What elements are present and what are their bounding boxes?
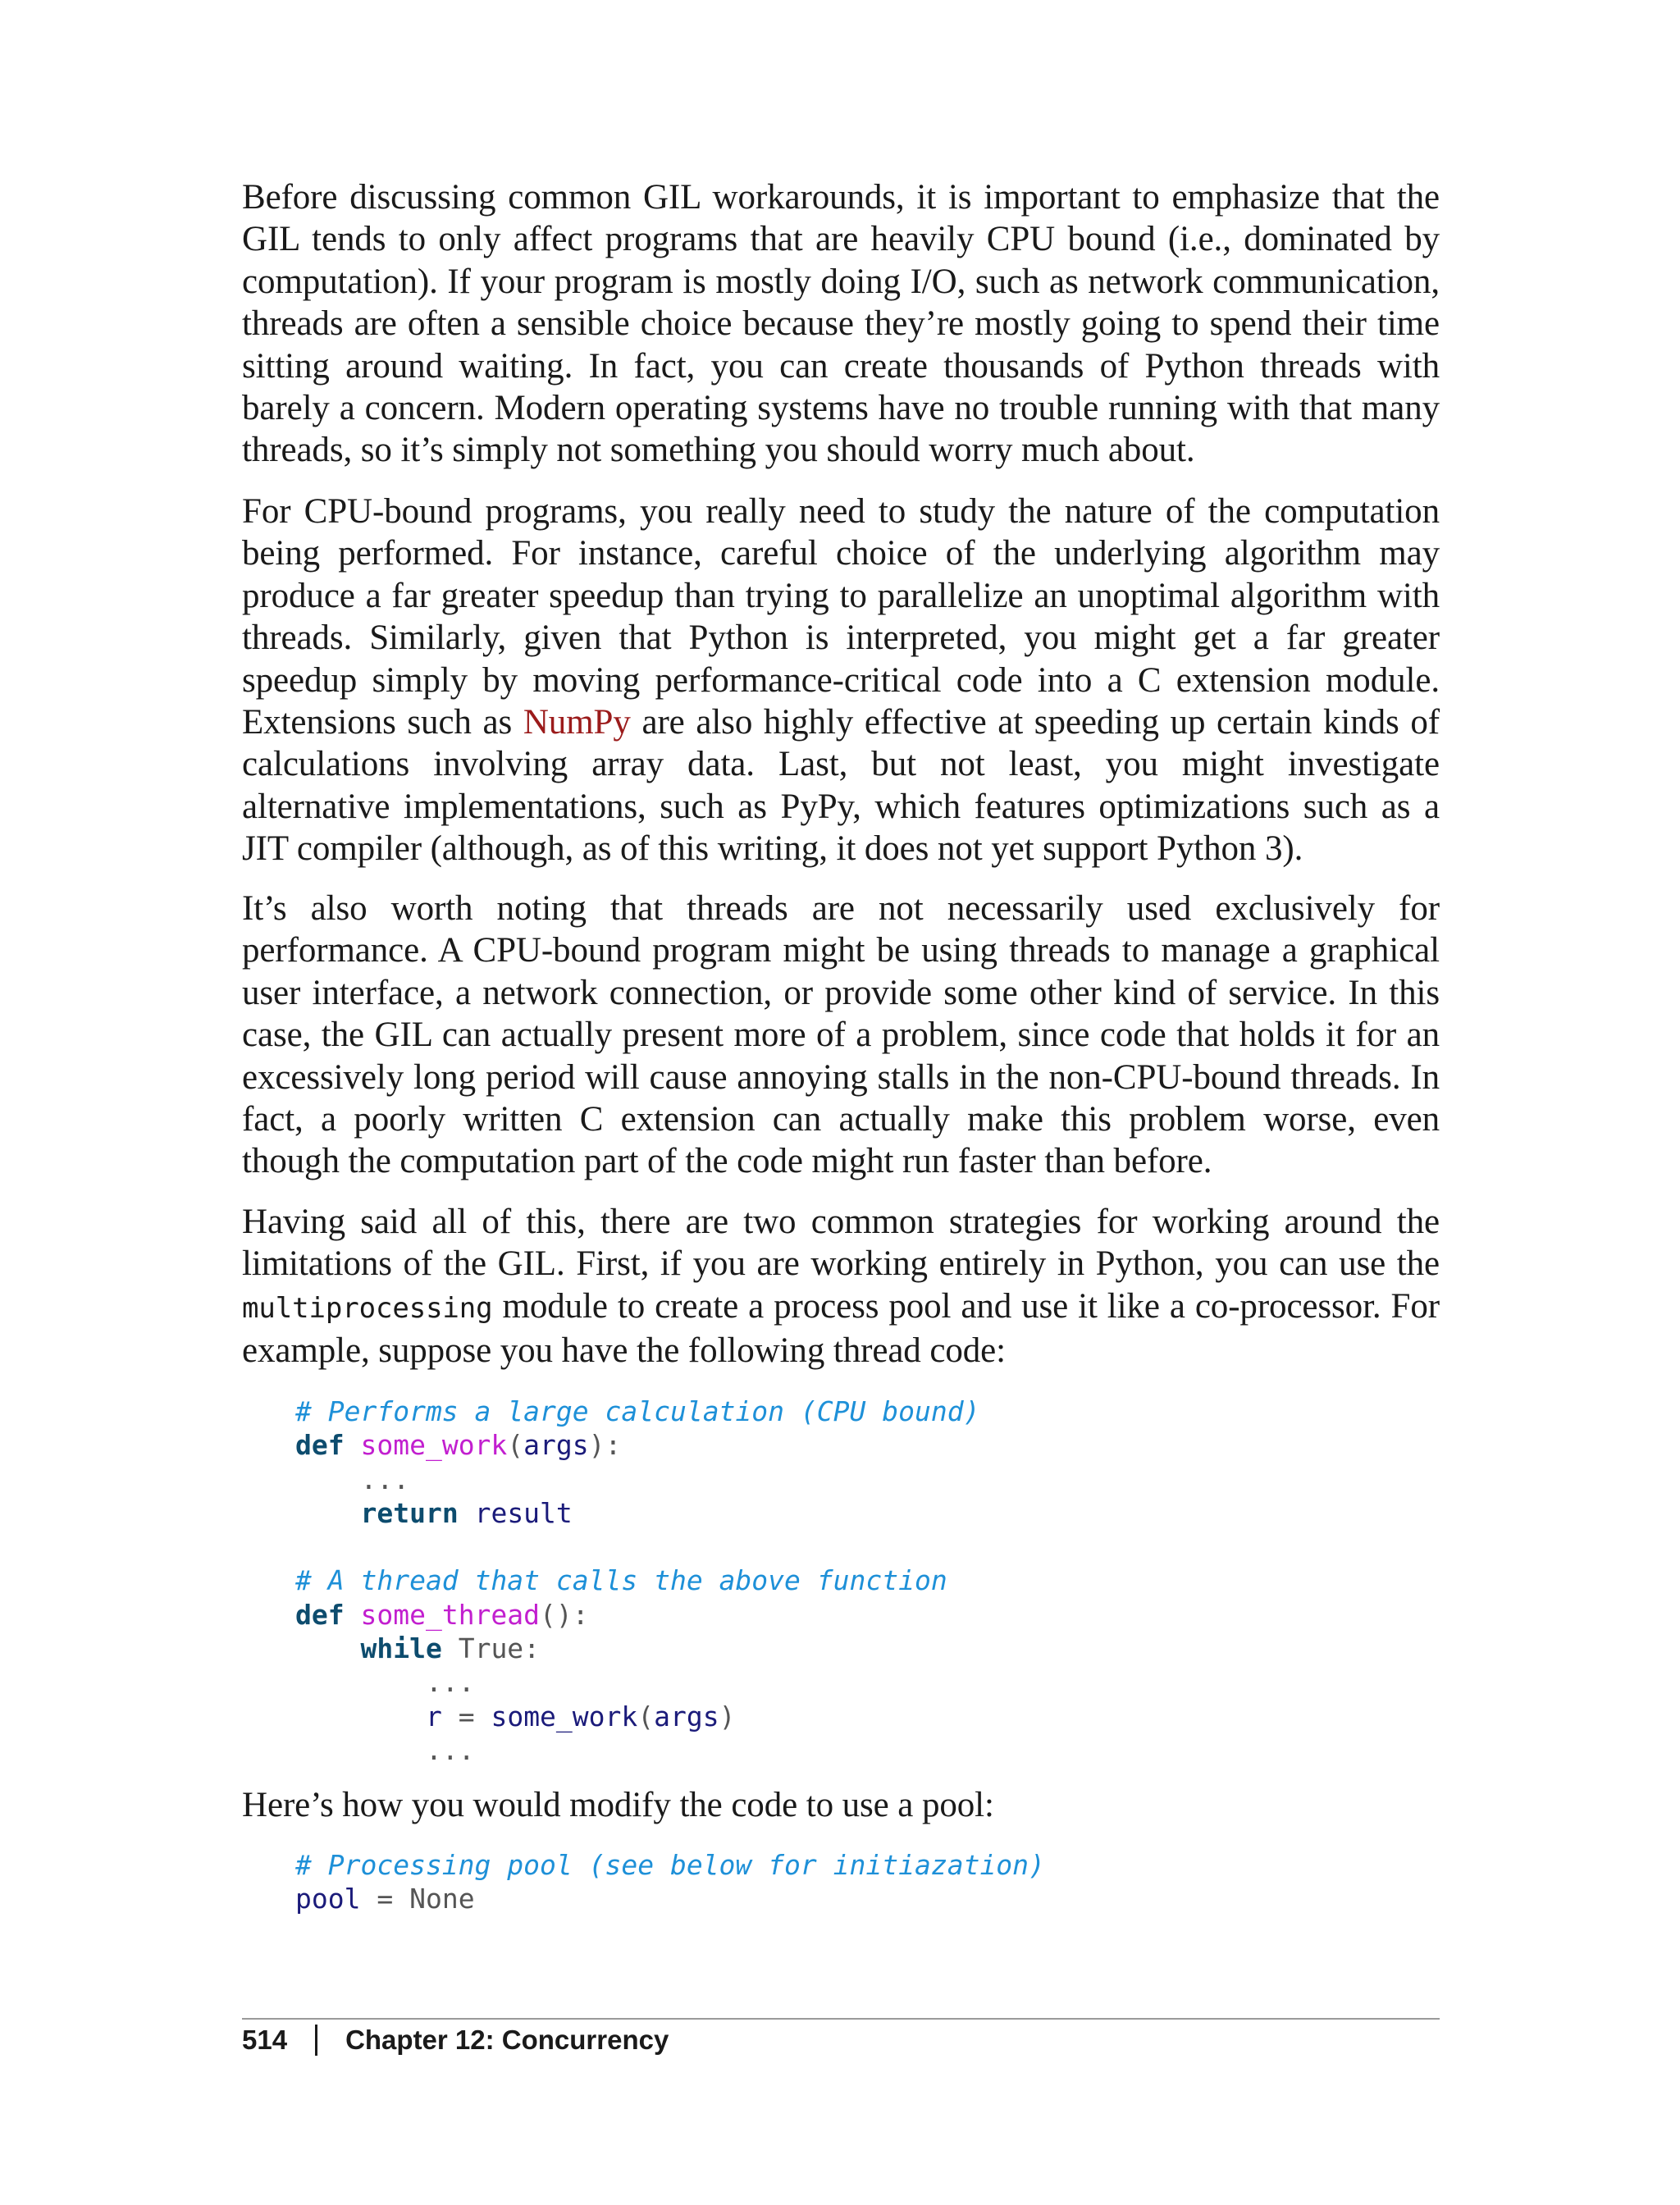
paragraph-gil-overview — [242, 176, 1440, 472]
paragraph-cpu-bound — [242, 491, 1440, 870]
paragraph-pool-intro — [242, 1784, 1440, 1826]
inline-code-multiprocessing: multiprocessing — [242, 1291, 493, 1325]
page-number: 514 — [242, 2025, 288, 2055]
page-footer — [242, 2025, 669, 2056]
code-comment: # A thread that calls the above function — [295, 1564, 947, 1597]
paragraph-text-part: For CPU-bound programs, you really need to study the nature of the computation being performed. For instance, careful choice of the underlying algorithm may produce a far greater speedup than trying to parallelize an unoptimal algorithm with threads. Similarly, given that Python is interpreted, you might get a far greater speedup simply by moving performance-critical code into a C extension module. Extensions such as — [242, 492, 1440, 742]
paragraph-text-part: module to create a process pool and use it like a co-processor. For example, suppose you have the following thread code: — [242, 1286, 1440, 1371]
code-name: pool — [295, 1883, 361, 1915]
code-keyword: return — [360, 1496, 459, 1529]
code-keyword: while — [360, 1632, 442, 1665]
paragraph-text-part: are also highly effective at speeding up certain kinds of calculations involving array data. Last, but not least, you might investigate alternative implementations, such as PyPy, which features optimizations such as a JIT compiler (although, as of this writing, it does not yet support Python 3). — [242, 703, 1440, 869]
code-block-thread: # Performs a large calculation (CPU bound) def some_work(args): ... return result # A thread that calls the above function def some_thread(): while True: ... r = some_work(args) ... — [295, 1395, 980, 1766]
code-name: args — [523, 1429, 589, 1462]
code-ellipsis: ... — [360, 1463, 410, 1495]
paragraph-threads-usage — [242, 888, 1440, 1183]
code-comment: # Processing pool (see below for initiazation) — [295, 1849, 1045, 1881]
paragraph-text — [242, 1201, 1440, 1372]
code-ellipsis: ... — [425, 1733, 475, 1766]
code-name: some_work — [491, 1700, 638, 1732]
numpy-link[interactable]: NumPy — [523, 703, 631, 742]
code-function-name: some_work — [360, 1429, 508, 1462]
footer-separator — [315, 2025, 317, 2056]
code-name: r — [425, 1700, 442, 1732]
paragraph-strategies — [242, 1201, 1440, 1372]
code-ellipsis: ... — [425, 1666, 475, 1699]
code-block-pool: # Processing pool (see below for initiazation) pool = None — [295, 1849, 1045, 1915]
code-keyword: def — [295, 1598, 345, 1631]
paragraph-text-part: Having said all of this, there are two common strategies for working around the limitations of the GIL. First, if you are working entirely in Python, you can use the — [242, 1203, 1440, 1284]
code-constant: True — [458, 1632, 524, 1665]
chapter-title: Chapter 12: Concurrency — [345, 2025, 669, 2055]
footer-divider — [242, 2018, 1440, 2020]
paragraph-text: It’s also worth noting that threads are not necessarily used exclusively for performance. A CPU-bound program might be using threads to manage a graphical user interface, a network connection, or provide some other kind of service. In this case, the GIL can actually present more of a problem, since code that holds it for an excessively long period will cause annoying stalls in the non-CPU-bound threads. In fact, a poorly written C extension can actually make this problem worse, even though the computation part of the code might run faster than before. — [242, 889, 1440, 1181]
code-function-name: some_thread — [360, 1598, 541, 1631]
code-keyword: def — [295, 1429, 345, 1462]
code-comment: # Performs a large calculation (CPU bound) — [295, 1395, 980, 1427]
code-constant: None — [409, 1883, 475, 1915]
paragraph-text — [242, 491, 1440, 870]
paragraph-text: Here’s how you would modify the code to use a pool: — [242, 1786, 994, 1824]
code-name: args — [654, 1700, 719, 1732]
paragraph-text: Before discussing common GIL workarounds, it is important to emphasize that the GIL tends to only affect programs that are heavily CPU bound (i.e., dominated by computation). If your program is mostly doing I/O, such as network communication, threads are often a sensible choice because they’re mostly going to spend their time sitting around waiting. In fact, you can create thousands of Python threads with barely a concern. Modern operating systems have no trouble running with that many threads, so it’s simply not something you should worry much about. — [242, 178, 1440, 470]
code-name: result — [474, 1496, 573, 1529]
